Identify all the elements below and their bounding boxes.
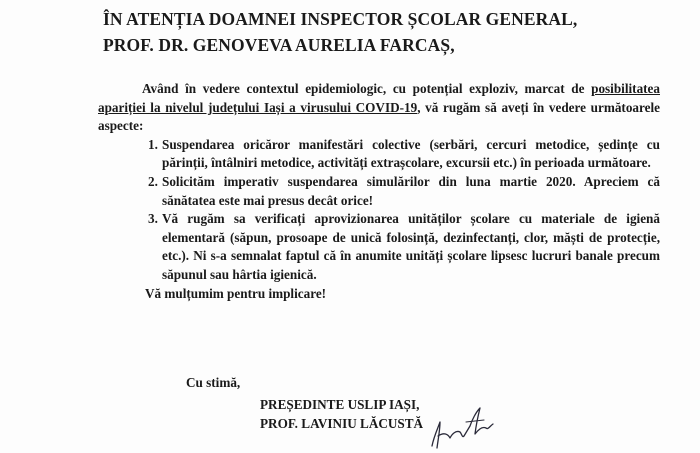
list-item-text: Suspendarea oricăror manifestări colective (serbări, cercuri metodice, ședințe cu părinții, întâlniri metodice, activități extrașcolare, excursii etc.) în perioada următoare. [162,136,660,171]
list-item-text: Solicităm imperativ suspendarea simulărilor din luna martie 2020. Apreciem că sănătatea este mai presus decât orice! [162,173,660,208]
signatory-block [260,395,423,433]
letter-body [98,80,660,303]
list-item [98,210,660,284]
list-item [98,136,660,173]
list-item-number: 1. [148,136,158,152]
intro-paragraph [98,80,660,136]
list-item [98,173,660,210]
thanks-line: Vă mulțumim pentru implicare! [145,285,327,301]
list-item-text: Vă rugăm sa verificați aprovizionarea unităților școlare cu materiale de igienă elementară (săpun, prosoape de unică folosință, dezinfectanți, clor, măști de protecție, etc.). Ni s-a semnalat faptul că în anumite unități școlare lipsesc lucruri banale precum săpunul sau hârtia igienică. [162,211,660,282]
handwritten-signature [418,396,498,453]
addressee-line-1: ÎN ATENȚIA DOAMNEI INSPECTOR ȘCOLAR GENERAL, [103,9,578,29]
intro-text-2: , vă rugăm să aveți în vedere următoarele aspecte: [98,99,660,134]
intro-text-1: Având în vedere contextul epidemiologic, cu potențial exploziv, marcat de [142,81,592,96]
intro-underlined-text: posibilitatea apariției la nivelul județului Iași a virusului COVID-19 [98,81,660,115]
list-item-number: 3. [148,211,158,227]
addressee-line-2: PROF. DR. GENOVEVA AURELIA FARCAȘ, [103,35,455,55]
signatory-title: PREȘEDINTE USLIP IAȘI, [260,397,420,412]
signatory-name: PROF. LAVINIU LĂCUSTĂ [260,416,424,431]
list-item-number: 2. [148,173,158,189]
addressee-header [103,6,577,58]
request-list [98,136,660,285]
closing-salutation: Cu stimă, [186,375,241,390]
